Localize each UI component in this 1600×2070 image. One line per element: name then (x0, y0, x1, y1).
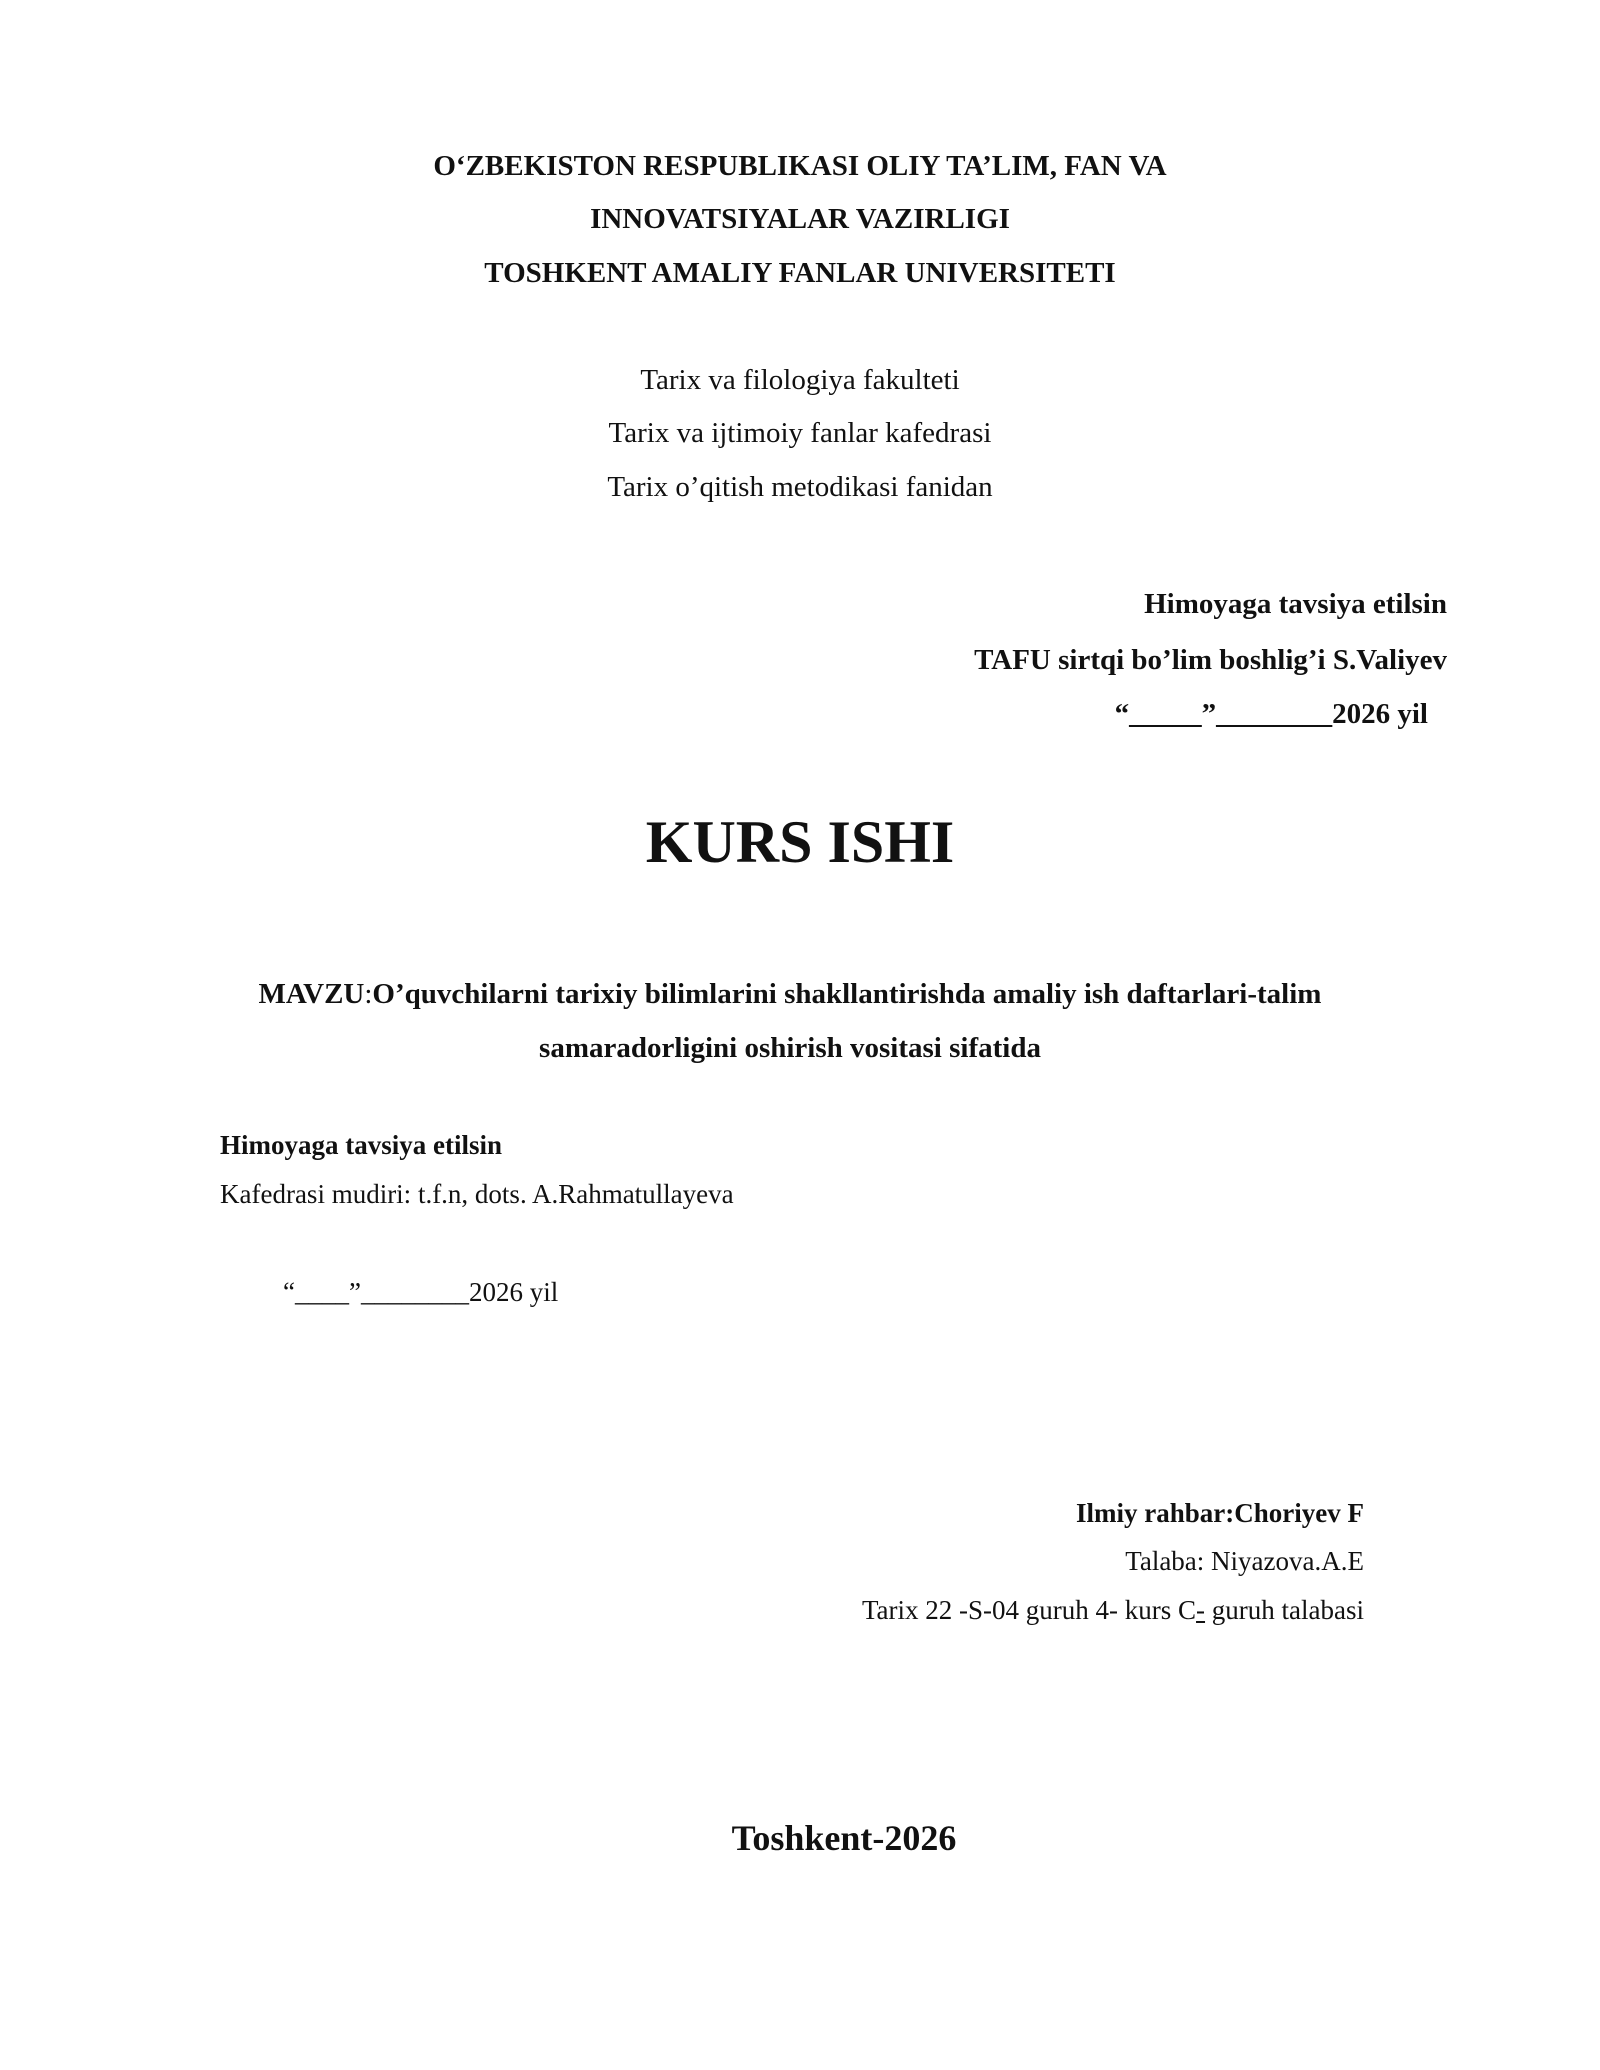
student-group (862, 1597, 1364, 1624)
topic-text-1: O’quvchilarni tarixiy bilimlarini shakllantirishda amaliy ish daftarlari-talim (372, 978, 1322, 1010)
student-name: Talaba: Niyazova.A.E (1125, 1546, 1364, 1576)
approval-bottom-date: “____”________2026 yil (283, 1277, 559, 1307)
topic-line-1 (0, 980, 1590, 1009)
student-group-prefix: Tarix 22 -S-04 guruh 4- kurs C (861, 1595, 1197, 1625)
approval-top-official: TAFU sirtqi bo’lim boshlig’i S.Valiyev (974, 644, 1447, 676)
topic-line-2: samaradorligini oshirish vositasi sifatida (539, 1032, 1041, 1064)
approval-top-date: “_____”________2026 yil (1114, 698, 1428, 730)
chair-name: Tarix va ijtimoiy fanlar kafedrasi (608, 417, 992, 449)
scientific-advisor: Ilmiy rahbar:Choriyev F (1076, 1498, 1364, 1528)
topic-label: MAVZU (258, 978, 365, 1010)
topic-separator: : (364, 978, 373, 1010)
ministry-line-2: INNOVATSIYALAR VAZIRLIGI (590, 203, 1010, 235)
university-name: TOSHKENT AMALIY FANLAR UNIVERSITETI (484, 257, 1116, 289)
student-group-suffix: guruh talabasi (1205, 1595, 1364, 1625)
faculty-name: Tarix va filologiya fakulteti (640, 364, 960, 396)
ministry-line-1: O‘ZBEKISTON RESPUBLIKASI OLIY TA’LIM, FAN VA (433, 150, 1167, 182)
city-year: Toshkent-2026 (731, 1818, 957, 1858)
student-group-underlined: - (1196, 1595, 1206, 1625)
subject-name: Tarix o’qitish metodikasi fanidan (607, 471, 993, 503)
head-of-chair: Kafedrasi mudiri: t.f.n, dots. A.Rahmatullayeva (220, 1179, 734, 1209)
document-title: KURS ISHI (645, 809, 955, 875)
approval-bottom-heading: Himoyaga tavsiya etilsin (220, 1130, 502, 1160)
approval-top-heading: Himoyaga tavsiya etilsin (1144, 588, 1447, 620)
